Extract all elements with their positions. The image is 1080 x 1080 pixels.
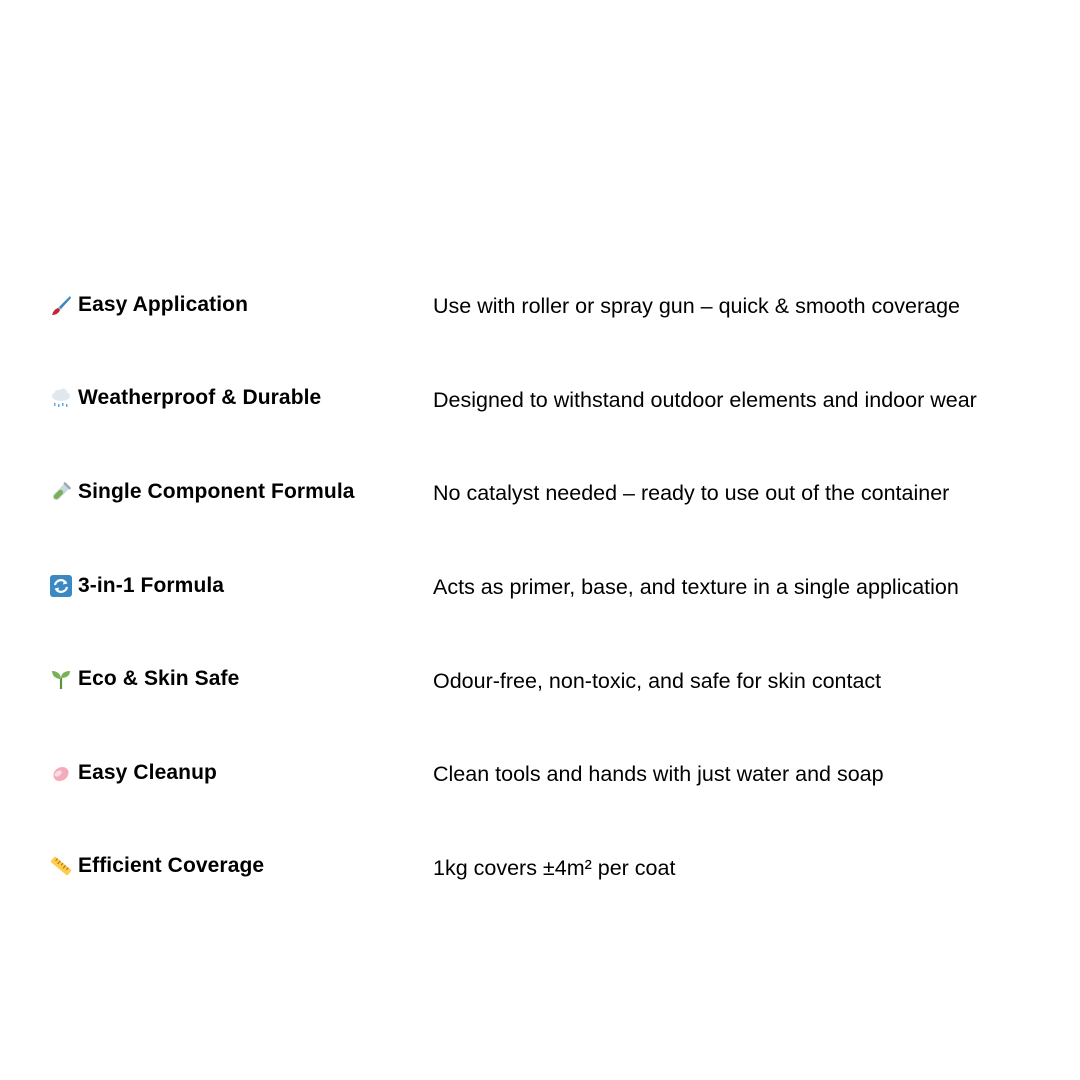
feature-title-cell <box>50 386 433 410</box>
feature-title-cell <box>50 761 433 785</box>
soap-icon <box>50 762 72 784</box>
feature-title-cell <box>50 293 433 317</box>
feature-title-cell <box>50 574 433 598</box>
feature-title: Efficient Coverage <box>78 854 265 878</box>
feature-title-cell <box>50 480 433 504</box>
feature-title: Easy Application <box>78 292 249 316</box>
rain-cloud-icon <box>50 387 72 409</box>
feature-title: Eco & Skin Safe <box>78 667 240 691</box>
test-tube-icon <box>50 481 72 503</box>
feature-description: 1kg covers ±4m² per coat <box>433 855 676 880</box>
feature-row-efficient-coverage <box>50 839 1050 933</box>
feature-row-easy-cleanup <box>50 745 1050 839</box>
arrows-cycle-icon <box>50 575 72 597</box>
feature-description: Clean tools and hands with just water and soap <box>433 762 884 787</box>
feature-description: Odour-free, non-toxic, and safe for skin contact <box>433 668 882 693</box>
feature-description: Designed to withstand outdoor elements and indoor wear <box>433 387 977 412</box>
feature-description: Use with roller or spray gun – quick & smooth coverage <box>433 294 960 319</box>
feature-row-easy-application <box>50 277 1050 371</box>
feature-title: 3-in-1 Formula <box>78 573 225 597</box>
feature-row-eco-skin-safe <box>50 651 1050 745</box>
paintbrush-icon <box>50 294 72 316</box>
feature-title: Easy Cleanup <box>78 760 217 784</box>
feature-title-cell <box>50 667 433 691</box>
feature-description: No catalyst needed – ready to use out of the container <box>433 481 950 506</box>
seedling-icon <box>50 668 72 690</box>
feature-title-cell <box>50 854 433 878</box>
feature-row-weatherproof <box>50 371 1050 465</box>
feature-description: Acts as primer, base, and texture in a single application <box>433 575 959 600</box>
feature-title: Single Component Formula <box>78 479 355 503</box>
feature-title: Weatherproof & Durable <box>78 386 322 410</box>
feature-list <box>50 277 1050 932</box>
ruler-icon <box>50 855 72 877</box>
feature-row-3-in-1 <box>50 558 1050 652</box>
feature-row-single-component <box>50 464 1050 558</box>
